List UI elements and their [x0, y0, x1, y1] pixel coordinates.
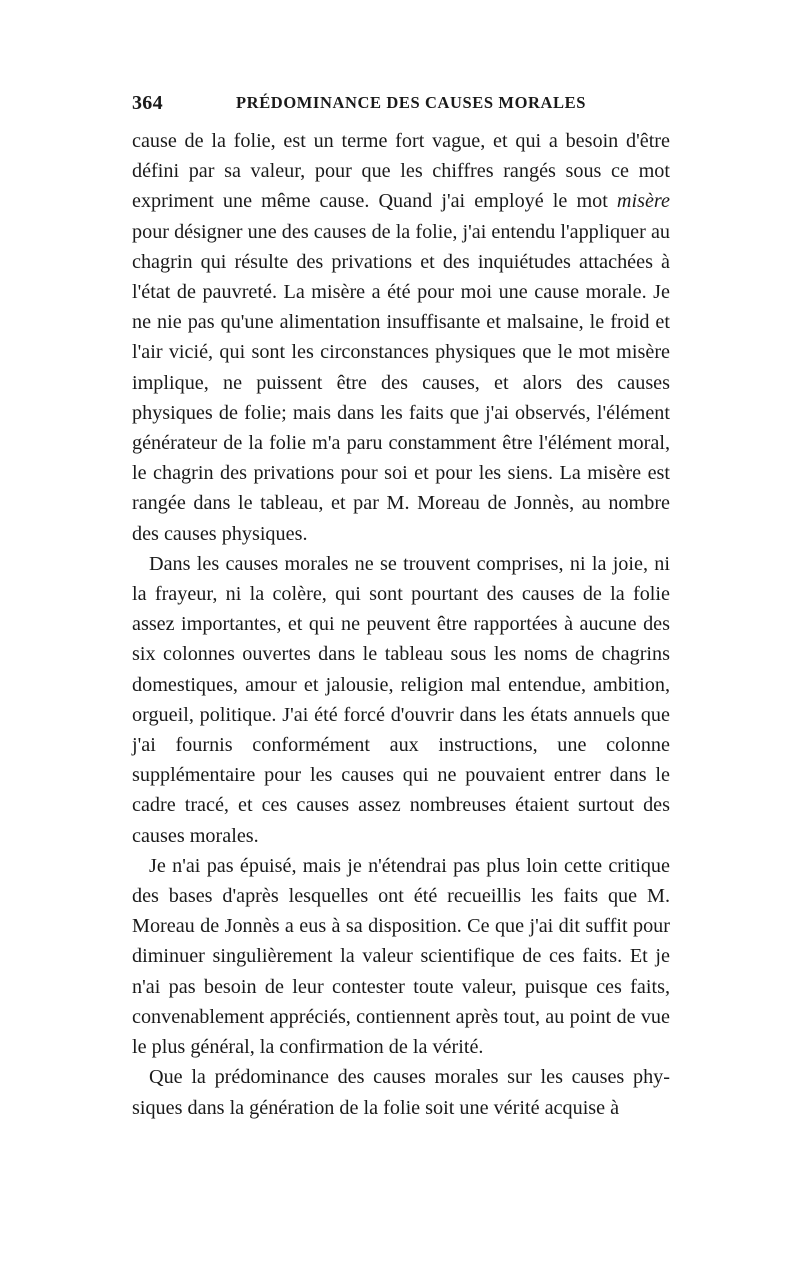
paragraph-text: cause de la folie, est un terme fort vague, et qui a besoin d'être défini par sa valeur, pour que les chiffres rangés sous ce mot expriment une même cause. Quand j'ai employé le mot [132, 130, 670, 213]
paragraph: Je n'ai pas épuisé, mais je n'étendrai pas plus loin cette critique des bases d'après lesquelles ont été recueillis les faits que M. Moreau de Jonnès a eus à sa disposition. Ce que j'ai dit suffit pour diminuer singulièrement la valeur scientifique de ces faits. Et je n'ai pas besoin de leur contester toute valeur, puisque ces faits, convenablement appréciés, contiennent après tout, au point de vue le plus général, la confirmation de la vérité. [132, 854, 670, 1059]
paragraph: Que la prédominance des causes morales sur les causes physiques dans la génération de la folie soit une vérité acquise à [132, 1066, 670, 1119]
paragraph-continued [132, 126, 670, 549]
running-head [132, 92, 672, 116]
paragraph-text: pour désigner une des causes de la folie, j'ai entendu l'appliquer au chagrin qui résulte des privations et des inquiétudes attachées à l'état de pauvreté. La misère a été pour moi une cause morale. Je ne nie pas qu'une alimentation insuffisante et malsaine, le froid et l'air vicié, qui sont les circonstances physiques que le mot misère implique, ne puissent être des causes, et alors des causes physiques de folie; mais dans les faits que j'ai observés, l'élément générateur de la folie m'a paru constamment être l'élément moral, le chagrin des privations pour soi et pour les siens. La misère est rangée dans le tableau, et par M. Moreau de Jonnès, au nombre des causes physiques. [132, 220, 670, 545]
running-title: PRÉDOMINANCE DES CAUSES MORALES [236, 93, 587, 112]
paragraph: Dans les causes morales ne se trouvent comprises, ni la joie, ni la frayeur, ni la colère, qui sont pourtant des causes de la folie assez importantes, et qui ne peuvent être rapportées à aucune des six colonnes ouvertes dans le tableau sous les noms de chagrins domestiques, amour et jalousie, religion mal entendue, ambition, orgueil, politique. J'ai été forcé d'ouvrir dans les états annuels que j'ai fournis conformément aux instructions, une colonne supplémentaire pour les causes qui ne pouvaient entrer dans le cadre tracé, et ces causes assez nombreuses étaient surtout des causes morales. [132, 552, 670, 847]
body-text [132, 126, 670, 1123]
emphasized-word: misère [616, 190, 670, 213]
page-number: 364 [132, 92, 163, 114]
